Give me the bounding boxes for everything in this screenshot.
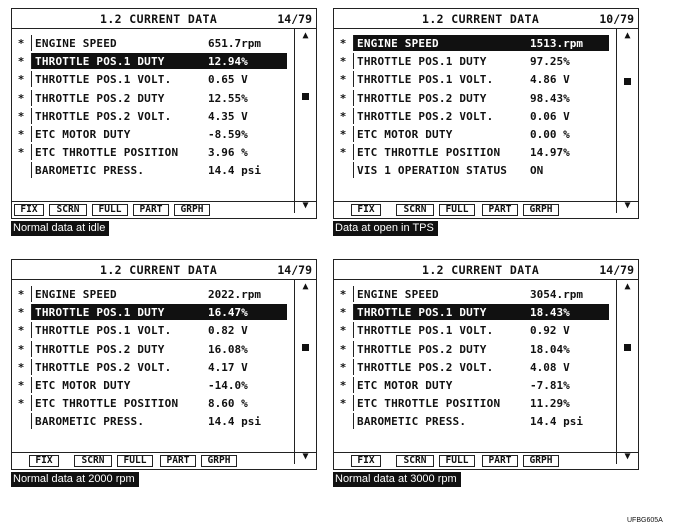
row-cell[interactable] [31,35,287,51]
row-cell[interactable] [353,359,609,375]
page-counter: 14/79 [277,263,312,277]
asterisk-icon: * [17,91,25,105]
table-row[interactable] [12,144,294,162]
parameter-value: 14.4 psi [208,415,261,429]
asterisk-icon: * [339,73,347,87]
row-cell[interactable] [353,413,609,429]
asterisk-icon: * [17,378,25,392]
parameter-value: 0.65 V [208,73,248,87]
parameter-name: BAROMETIC PRESS. [35,415,145,429]
asterisk-icon: * [17,360,25,374]
data-list [334,35,616,181]
row-cell[interactable] [31,126,287,142]
full-button[interactable]: FULL [439,455,475,467]
parameter-name: ENGINE SPEED [35,37,117,50]
parameter-name: THROTTLE POS.2 VOLT. [357,360,494,374]
scrollbar[interactable] [616,28,638,213]
full-button[interactable]: FULL [117,455,153,467]
up-triangle-icon[interactable]: ▲ [624,281,631,292]
table-row[interactable] [334,322,616,340]
parameter-value: 0.92 V [530,324,570,338]
parameter-value: -14.0% [208,378,248,392]
parameter-name: THROTTLE POS.1 DUTY [35,55,165,69]
page-counter: 10/79 [599,12,634,26]
row-cell[interactable] [353,144,609,160]
down-triangle-icon[interactable]: ▼ [624,451,631,462]
screen-title-bar [12,260,316,280]
parameter-name: THROTTLE POS.1 DUTY [357,55,487,69]
table-row[interactable] [334,53,616,71]
table-row[interactable] [334,286,616,304]
table-row[interactable] [12,377,294,395]
asterisk-icon: * [339,146,347,160]
scroll-thumb-icon[interactable] [302,344,309,351]
asterisk-icon: * [339,360,347,374]
part-button[interactable]: PART [133,204,169,216]
table-row[interactable] [12,413,294,431]
parameter-value: 18.04% [530,342,570,356]
row-cell[interactable] [31,90,287,106]
table-row[interactable] [12,286,294,304]
table-row[interactable] [12,359,294,377]
scan-tool-screen [333,259,639,470]
scrollbar[interactable] [294,279,316,464]
screen-title: 1.2 CURRENT DATA [100,263,218,277]
up-triangle-icon[interactable]: ▲ [302,281,309,292]
row-cell[interactable] [353,341,609,357]
panel-caption: Normal data at 3000 rpm [333,472,461,487]
table-row[interactable] [12,35,294,53]
function-button-bar [12,452,316,469]
row-cell[interactable] [353,108,609,124]
parameter-value: 2022.rpm [208,288,261,301]
parameter-value: 14.4 psi [208,164,261,178]
parameter-value: -7.81% [530,378,570,392]
down-triangle-icon[interactable]: ▼ [302,451,309,462]
parameter-name: THROTTLE POS.2 DUTY [357,91,487,105]
parameter-name: THROTTLE POS.1 DUTY [35,306,165,320]
fix-button[interactable]: FIX [351,204,381,216]
asterisk-icon: * [339,397,347,411]
row-cell[interactable] [353,126,609,142]
row-cell[interactable] [31,304,287,320]
down-triangle-icon[interactable]: ▼ [302,200,309,211]
asterisk-icon: * [339,127,347,141]
parameter-value: 0.82 V [208,324,248,338]
parameter-name: ETC MOTOR DUTY [35,378,131,392]
up-triangle-icon[interactable]: ▲ [302,30,309,41]
scrn-button[interactable]: SCRN [396,455,434,467]
table-row[interactable] [334,162,616,180]
parameter-name: THROTTLE POS.1 VOLT. [35,73,172,87]
row-cell[interactable] [353,71,609,87]
row-cell[interactable] [31,341,287,357]
asterisk-icon: * [17,73,25,87]
asterisk-icon: * [339,378,347,392]
up-triangle-icon[interactable]: ▲ [624,30,631,41]
figure-reference: UFBG605A [627,517,663,524]
parameter-name: BAROMETIC PRESS. [357,415,467,429]
parameter-name: THROTTLE POS.2 DUTY [357,342,487,356]
row-cell[interactable] [31,413,287,429]
parameter-name: THROTTLE POS.1 VOLT. [35,324,172,338]
scrollbar[interactable] [616,279,638,464]
row-cell[interactable] [353,377,609,393]
asterisk-icon: * [17,397,25,411]
row-cell[interactable] [353,35,609,51]
parameter-value: 0.00 % [530,127,570,141]
asterisk-icon: * [339,91,347,105]
parameter-value: 16.08% [208,342,248,356]
table-row[interactable] [334,126,616,144]
parameter-name: ENGINE SPEED [357,288,439,301]
fix-button[interactable]: FIX [14,204,44,216]
parameter-value: 98.43% [530,91,570,105]
table-row[interactable] [334,377,616,395]
table-row[interactable] [334,395,616,413]
asterisk-icon: * [339,109,347,123]
parameter-name: ETC MOTOR DUTY [357,378,453,392]
screen-title: 1.2 CURRENT DATA [422,263,540,277]
table-row[interactable] [334,90,616,108]
parameter-name: THROTTLE POS.2 VOLT. [357,109,494,123]
panel-caption: Data at open in TPS [333,221,438,236]
parameter-value: 3054.rpm [530,288,583,301]
scrn-button[interactable]: SCRN [49,204,87,216]
parameter-value: 14.4 psi [530,415,583,429]
row-cell[interactable] [31,53,287,69]
table-row[interactable] [334,304,616,322]
parameter-value: 0.06 V [530,109,570,123]
parameter-name: THROTTLE POS.2 DUTY [35,342,165,356]
scan-tool-screen [333,8,639,219]
row-cell[interactable] [31,359,287,375]
asterisk-icon: * [17,109,25,123]
part-button[interactable]: PART [482,204,518,216]
asterisk-icon: * [339,324,347,338]
parameter-value: -8.59% [208,127,248,141]
parameter-value: 1513.rpm [530,37,583,50]
row-cell[interactable] [31,162,287,178]
parameter-name: ENGINE SPEED [35,288,117,301]
parameter-name: VIS 1 OPERATION STATUS [357,164,508,178]
parameter-name: BAROMETIC PRESS. [35,164,145,178]
row-cell[interactable] [31,71,287,87]
scrn-button[interactable]: SCRN [74,455,112,467]
row-cell[interactable] [353,304,609,320]
asterisk-icon: * [17,146,25,160]
asterisk-icon: * [17,37,25,50]
screen-title-bar [12,9,316,29]
part-button[interactable]: PART [482,455,518,467]
asterisk-icon: * [17,55,25,69]
table-row[interactable] [334,108,616,126]
page-counter: 14/79 [277,12,312,26]
parameter-value: 4.08 V [530,360,570,374]
function-button-bar [334,201,638,218]
parameter-value: 14.97% [530,146,570,160]
table-row[interactable] [334,341,616,359]
scan-tool-screen [11,259,317,470]
data-list [12,286,294,432]
parameter-value: 12.94% [208,55,248,69]
row-cell[interactable] [353,395,609,411]
full-button[interactable]: FULL [92,204,128,216]
parameter-name: THROTTLE POS.2 DUTY [35,91,165,105]
screen-title: 1.2 CURRENT DATA [100,12,218,26]
parameter-value: 4.35 V [208,109,248,123]
asterisk-icon: * [17,306,25,320]
row-cell[interactable] [31,108,287,124]
scan-panel-2000rpm [11,259,319,485]
parameter-value: 12.55% [208,91,248,105]
asterisk-icon: * [17,288,25,301]
asterisk-icon: * [339,288,347,301]
scan-panel-3000rpm [333,259,641,485]
table-row[interactable] [12,53,294,71]
panel-caption: Normal data at 2000 rpm [11,472,139,487]
asterisk-icon: * [339,342,347,356]
grph-button[interactable]: GRPH [523,455,559,467]
parameter-name: ETC THROTTLE POSITION [357,397,501,411]
fix-button[interactable]: FIX [29,455,59,467]
row-cell[interactable] [353,162,609,178]
parameter-name: THROTTLE POS.2 VOLT. [35,360,172,374]
grph-button[interactable]: GRPH [201,455,237,467]
grph-button[interactable]: GRPH [174,204,210,216]
row-cell[interactable] [353,90,609,106]
row-cell[interactable] [353,286,609,302]
parameter-value: 4.86 V [530,73,570,87]
function-button-bar [334,452,638,469]
table-row[interactable] [12,90,294,108]
scrn-button[interactable]: SCRN [396,204,434,216]
parameter-name: ETC MOTOR DUTY [357,127,453,141]
table-row[interactable] [12,322,294,340]
scroll-thumb-icon[interactable] [624,344,631,351]
parameter-value: 16.47% [208,306,248,320]
asterisk-icon: * [339,306,347,320]
parameter-name: THROTTLE POS.1 VOLT. [357,73,494,87]
table-row[interactable] [334,144,616,162]
parameter-name: ETC THROTTLE POSITION [35,397,179,411]
scan-tool-screen [11,8,317,219]
scrollbar[interactable] [294,28,316,213]
row-cell[interactable] [353,322,609,338]
table-row[interactable] [334,71,616,89]
full-button[interactable]: FULL [439,204,475,216]
table-row[interactable] [334,359,616,377]
parameter-value: 11.29% [530,397,570,411]
parameter-name: ETC THROTTLE POSITION [35,146,179,160]
scan-panel-idle [11,8,319,234]
scroll-thumb-icon[interactable] [624,78,631,85]
table-row[interactable] [12,395,294,413]
table-row[interactable] [12,126,294,144]
screen-title-bar [334,260,638,280]
table-row[interactable] [12,108,294,126]
screen-title-bar [334,9,638,29]
data-list [334,286,616,432]
parameter-value: 651.7rpm [208,37,261,50]
row-cell[interactable] [353,53,609,69]
table-row[interactable] [12,162,294,180]
parameter-name: THROTTLE POS.2 VOLT. [35,109,172,123]
data-list [12,35,294,181]
part-button[interactable]: PART [160,455,196,467]
table-row[interactable] [12,304,294,322]
parameter-value: 3.96 % [208,146,248,160]
parameter-value: 97.25% [530,55,570,69]
scroll-thumb-icon[interactable] [302,93,309,100]
page-counter: 14/79 [599,263,634,277]
down-triangle-icon[interactable]: ▼ [624,200,631,211]
asterisk-icon: * [17,127,25,141]
parameter-value: ON [530,164,544,178]
asterisk-icon: * [17,342,25,356]
screen-title: 1.2 CURRENT DATA [422,12,540,26]
parameter-name: ETC THROTTLE POSITION [357,146,501,160]
grph-button[interactable]: GRPH [523,204,559,216]
table-row[interactable] [334,35,616,53]
parameter-value: 18.43% [530,306,570,320]
row-cell[interactable] [31,144,287,160]
row-cell[interactable] [31,286,287,302]
table-row[interactable] [12,71,294,89]
asterisk-icon: * [339,55,347,69]
function-button-bar [12,201,316,218]
parameter-name: ENGINE SPEED [357,37,439,50]
panel-caption: Normal data at idle [11,221,109,236]
row-cell[interactable] [31,395,287,411]
parameter-value: 4.17 V [208,360,248,374]
row-cell[interactable] [31,377,287,393]
fix-button[interactable]: FIX [351,455,381,467]
asterisk-icon: * [17,324,25,338]
parameter-value: 8.60 % [208,397,248,411]
asterisk-icon: * [339,37,347,50]
row-cell[interactable] [31,322,287,338]
table-row[interactable] [12,341,294,359]
scan-panel-tps-open [333,8,641,234]
parameter-name: ETC MOTOR DUTY [35,127,131,141]
table-row[interactable] [334,413,616,431]
parameter-name: THROTTLE POS.1 VOLT. [357,324,494,338]
parameter-name: THROTTLE POS.1 DUTY [357,306,487,320]
